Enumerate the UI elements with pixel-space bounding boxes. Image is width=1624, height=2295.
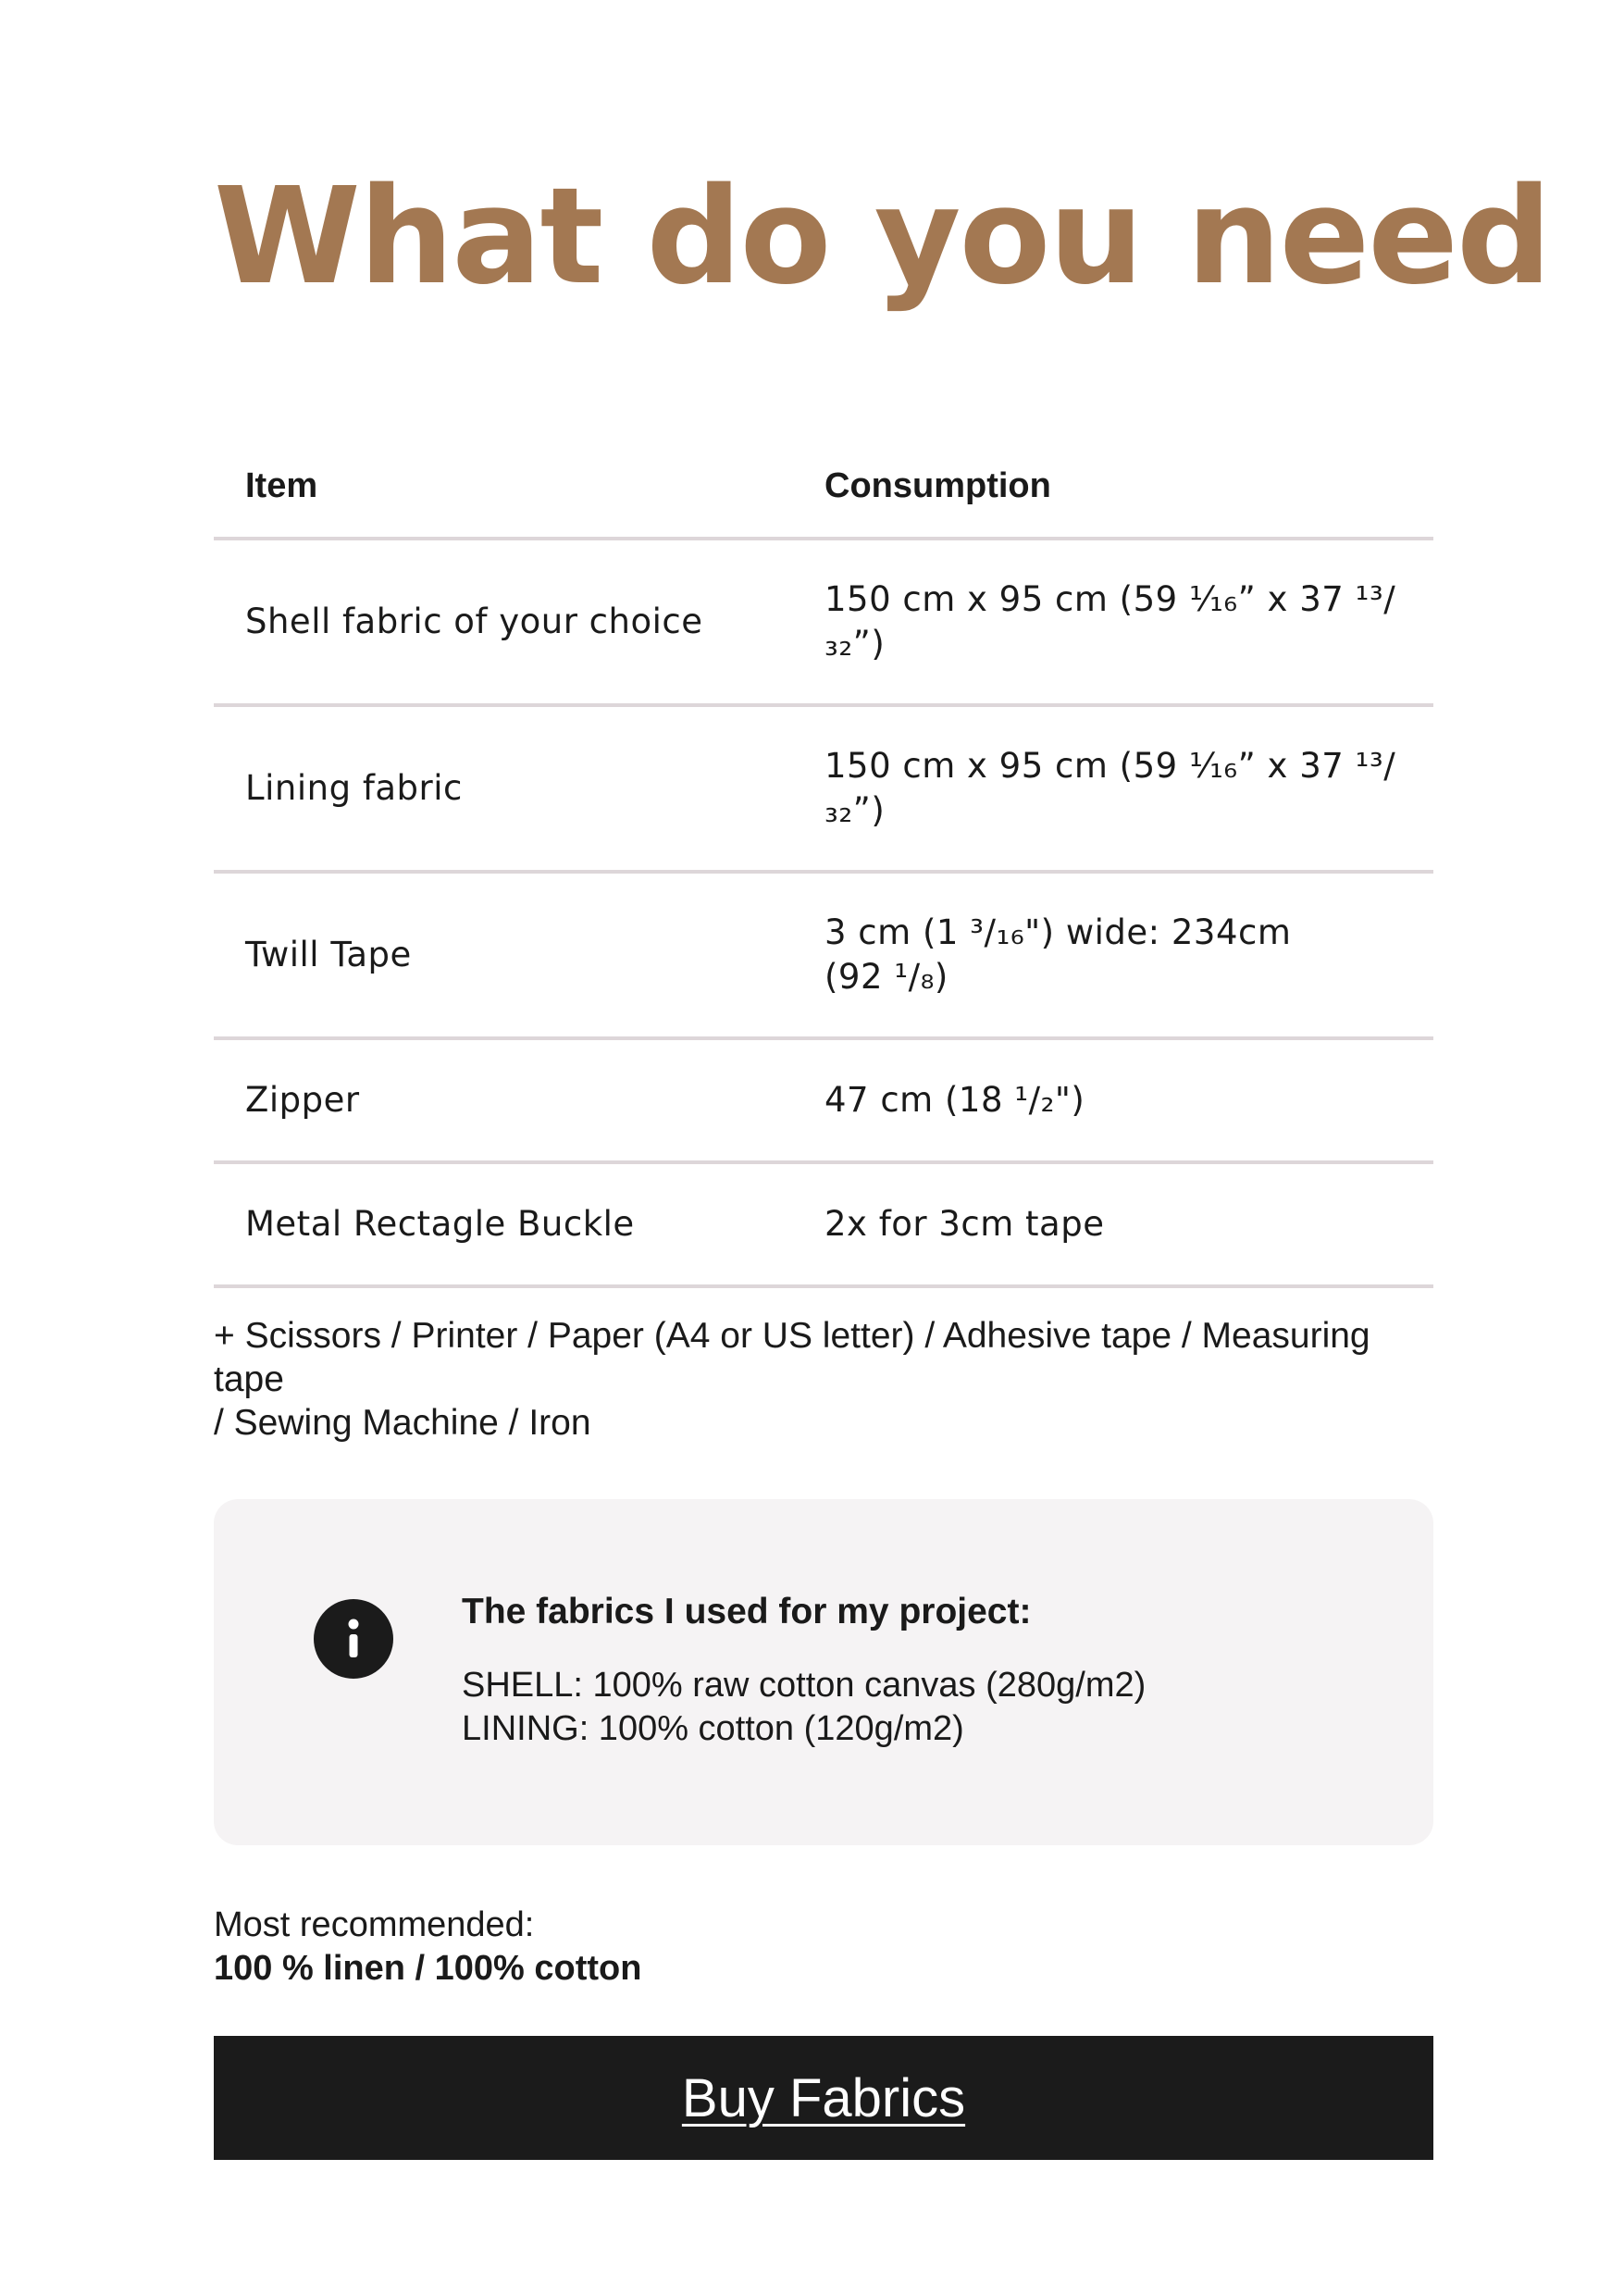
buy-fabrics-button[interactable] [214, 2036, 1433, 2160]
consumption-line: ₃₂”) [824, 624, 886, 664]
consumption-line: 150 cm x 95 cm (59 ¹⁄₁₆” x 37 ¹³/ [824, 579, 1396, 619]
table-row [214, 540, 1433, 707]
table-header-row [214, 435, 1433, 540]
column-header-item: Item [245, 466, 318, 505]
tools-list [214, 1314, 1433, 1445]
table-row [214, 707, 1433, 874]
note-lining-line: LINING: 100% cotton (120g/m2) [462, 1709, 964, 1748]
fabric-note-box [214, 1499, 1433, 1845]
page-title: What do you need [214, 158, 1550, 314]
consumption-line: ₃₂”) [824, 790, 886, 830]
recommendation-label: Most recommended: [214, 1905, 535, 1944]
consumption-line: 150 cm x 95 cm (59 ¹⁄₁₆” x 37 ¹³/ [824, 746, 1396, 786]
item-name: Zipper [245, 1080, 360, 1120]
column-header-consumption: Consumption [824, 466, 1051, 505]
tools-line: / Sewing Machine / Iron [214, 1403, 591, 1443]
item-name: Metal Rectagle Buckle [245, 1204, 635, 1244]
consumption-line: (92 ¹/₈) [824, 957, 948, 997]
table-row [214, 874, 1433, 1040]
item-consumption [824, 744, 1433, 833]
consumption-line: 3 cm (1 ³/₁₆") wide: 234cm [824, 912, 1292, 952]
buy-fabrics-label: Buy Fabrics [681, 2067, 966, 2128]
recommendation-value: 100 % linen / 100% cotton [214, 1949, 642, 1988]
item-consumption: 2x for 3cm tape [824, 1204, 1105, 1244]
item-name: Twill Tape [245, 935, 412, 974]
tools-line: + Scissors / Printer / Paper (A4 or US letter) / Adhesive tape / Measuring tape [214, 1316, 1370, 1399]
table-row [214, 1164, 1433, 1288]
table-row [214, 1040, 1433, 1164]
item-name: Lining fabric [245, 768, 463, 808]
info-icon [314, 1599, 393, 1679]
item-consumption [824, 577, 1433, 666]
note-shell-line: SHELL: 100% raw cotton canvas (280g/m2) [462, 1666, 1147, 1705]
item-name: Shell fabric of your choice [245, 602, 703, 641]
note-title: The fabrics I used for my project: [462, 1592, 1032, 1631]
item-consumption [824, 911, 1433, 999]
item-consumption: 47 cm (18 ¹/₂") [824, 1080, 1085, 1120]
materials-table [214, 435, 1433, 1288]
